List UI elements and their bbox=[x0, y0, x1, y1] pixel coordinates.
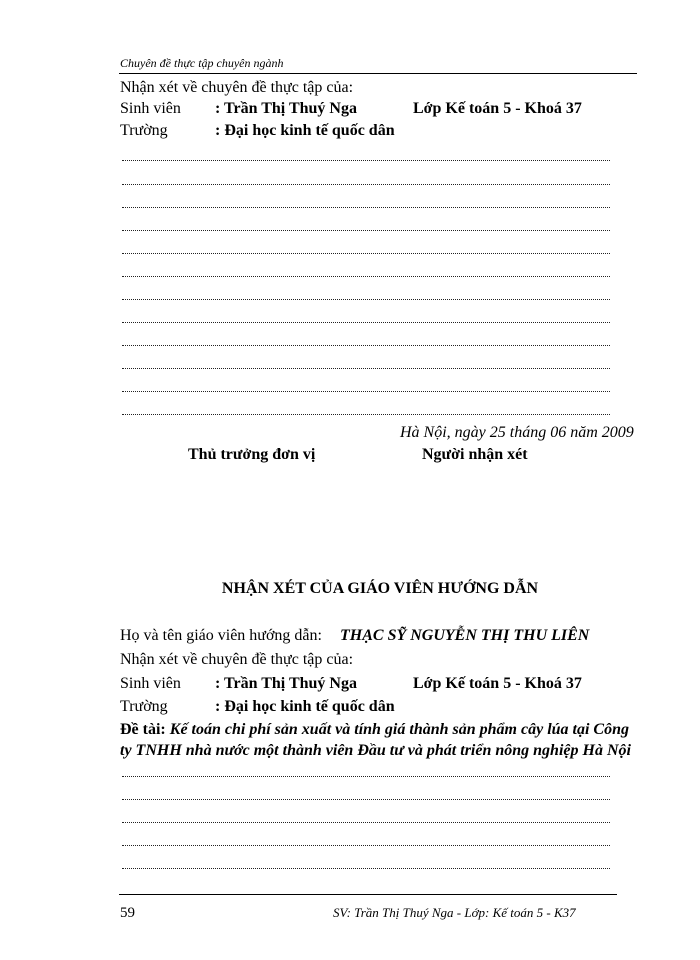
footer-rule bbox=[119, 894, 617, 895]
section2-intro: Nhận xét về chuyên đề thực tập của: bbox=[120, 651, 354, 668]
footer-student-info: SV: Trần Thị Thuý Nga - Lớp: Kế toán 5 - K37 bbox=[333, 905, 576, 920]
section2-student-name: : Trần Thị Thuý Nga bbox=[215, 675, 357, 692]
section1-class: Lớp Kế toán 5 - Khoá 37 bbox=[413, 100, 582, 117]
dotted-line bbox=[122, 345, 610, 346]
header-rule bbox=[119, 73, 637, 74]
dotted-line bbox=[122, 368, 610, 369]
section1-school-name: : Đại học kinh tế quốc dân bbox=[215, 122, 395, 139]
section2-school-name: : Đại học kinh tế quốc dân bbox=[215, 698, 395, 715]
section2-title: NHẬN XÉT CỦA GIÁO VIÊN HƯỚNG DẪN bbox=[221, 580, 539, 597]
topic-label: Đề tài: bbox=[120, 721, 166, 738]
section2-class: Lớp Kế toán 5 - Khoá 37 bbox=[413, 675, 582, 692]
running-header: Chuyên đề thực tập chuyên ngành bbox=[120, 56, 284, 70]
date-line: Hà Nội, ngày 25 tháng 06 năm 2009 bbox=[400, 424, 634, 441]
supervisor-label: Họ và tên giáo viên hướng dẫn: bbox=[120, 627, 322, 644]
dotted-line bbox=[122, 799, 610, 800]
signature-left: Thủ trưởng đơn vị bbox=[188, 446, 316, 463]
section1-student-label: Sinh viên bbox=[120, 100, 181, 117]
topic-line-2: ty TNHH nhà nước một thành viên Đầu tư và phát triển nông nghiệp Hà Nội bbox=[120, 742, 631, 759]
dotted-line bbox=[122, 207, 610, 208]
dotted-line bbox=[122, 160, 610, 161]
dotted-line bbox=[122, 776, 610, 777]
dotted-line bbox=[122, 276, 610, 277]
section1-school-label: Trường bbox=[120, 122, 168, 139]
dotted-line bbox=[122, 322, 610, 323]
topic-line-1: Kế toán chi phí sản xuất và tính giá thành sản phẩm cây lúa tại Công bbox=[169, 721, 629, 738]
dotted-line bbox=[122, 868, 610, 869]
page-number: 59 bbox=[120, 905, 135, 921]
dotted-line bbox=[122, 822, 610, 823]
dotted-line bbox=[122, 391, 610, 392]
dotted-line bbox=[122, 414, 610, 415]
dotted-line bbox=[122, 845, 610, 846]
supervisor-name: THẠC SỸ NGUYỄN THỊ THU LIÊN bbox=[340, 627, 590, 644]
section2-student-label: Sinh viên bbox=[120, 675, 181, 692]
dotted-line bbox=[122, 230, 610, 231]
signature-right: Người nhận xét bbox=[422, 446, 528, 463]
dotted-line bbox=[122, 253, 610, 254]
dotted-line bbox=[122, 184, 610, 185]
section1-intro: Nhận xét về chuyên đề thực tập của: bbox=[120, 79, 354, 96]
section1-student-name: : Trần Thị Thuý Nga bbox=[215, 100, 357, 117]
dotted-line bbox=[122, 299, 610, 300]
section2-school-label: Trường bbox=[120, 698, 168, 715]
